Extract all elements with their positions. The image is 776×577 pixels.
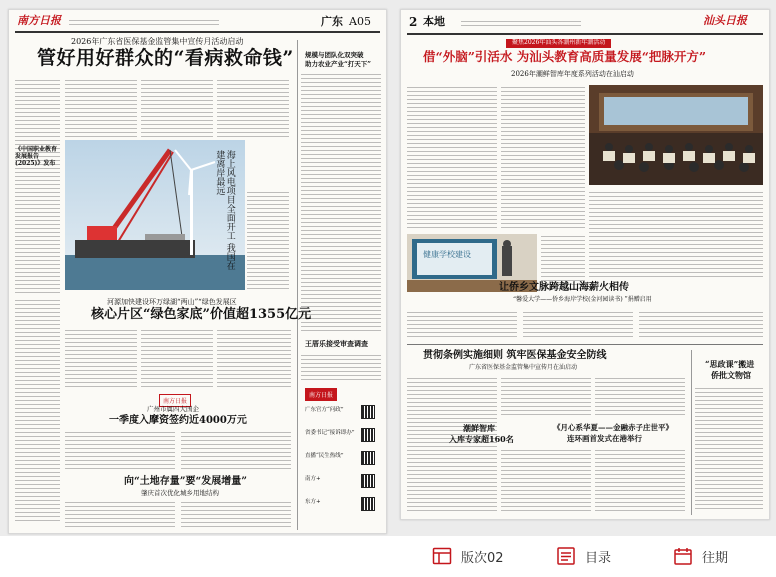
lead-headline: 管好用好群众的“看病救命钱” <box>37 47 294 69</box>
right-page-number: 2 <box>409 15 418 29</box>
photo-caption: 海上风电项目全面开工 我国在建离岸最远 <box>214 150 235 270</box>
caption-text <box>247 190 289 290</box>
bottom-text-b <box>501 376 591 416</box>
conference-photo[interactable] <box>589 85 763 185</box>
bottom-text-e <box>595 448 685 511</box>
past-issues-label: 往期 <box>702 550 729 566</box>
right-bottom-headline: “思政课”搬进 <box>705 359 755 369</box>
ad-label: 南方日报 <box>305 388 337 401</box>
right-article-text-3 <box>589 190 763 280</box>
bottom-subheadline: 肇庆首次优化城乡用地结构 <box>141 489 219 497</box>
left-column-text <box>15 78 60 293</box>
side-brief-title: 《中国职业教育发展报告(2025)》发布 <box>15 146 58 167</box>
bottom-text-c <box>595 376 685 416</box>
right-article-text-2 <box>501 85 585 230</box>
right-bottom-text <box>695 386 763 511</box>
bottom-nav-bar <box>0 536 776 577</box>
right-column-headline-1: 规模与团队化双突破 <box>305 51 364 59</box>
qr-code-4 <box>361 474 375 488</box>
small-headline-2: 《月心系华夏——金融赤子庄世平》 <box>553 423 673 432</box>
main-article-col-2 <box>65 328 137 388</box>
small-headline-1: 潮鲜智库 <box>463 423 495 433</box>
right-main-headline: 借“外脑”引活水 为汕头教育高质量发展“把脉开方” <box>423 49 707 64</box>
edition-icon <box>432 546 452 566</box>
right-column-text-1 <box>301 72 381 334</box>
mid-text-2 <box>181 430 291 470</box>
toc-icon <box>556 546 576 566</box>
second-headline: 让侨乡文脉跨越山海薪火相传 <box>499 282 629 293</box>
left-bottom-headline: 贯彻条例实施细则 筑牢医保基金安全防线 <box>423 350 607 361</box>
main-kicker: 河源加快建设环万绿湖“两山”“绿色发展区 <box>107 298 237 306</box>
right-header-rule <box>407 33 763 35</box>
bottom-text-d <box>501 448 591 511</box>
calendar-icon <box>673 546 693 566</box>
right-article-text-1 <box>407 85 497 230</box>
header-strip <box>69 18 219 26</box>
mid-kicker: 广州市属四大国企 <box>147 405 199 413</box>
past-issues-button[interactable] <box>673 543 728 569</box>
ad-item-5: 东方+ <box>305 499 321 505</box>
toc-button[interactable] <box>556 543 611 569</box>
qr-code-1 <box>361 405 375 419</box>
main-headline: 核心片区“绿色家底”价值超1355亿元 <box>91 307 312 322</box>
main-article-col-3 <box>141 328 213 388</box>
small-headline-2b: 连环画首发式在港举行 <box>567 434 642 443</box>
second-text-3 <box>639 310 763 340</box>
bottom-headline: 向“土地存量”要“发展增量” <box>124 476 248 487</box>
bottom-text-2 <box>181 500 291 530</box>
right-main-subheadline: 2026年潮鲜智库年度系列活动在汕启动 <box>511 70 634 78</box>
column-rule <box>297 40 298 530</box>
mid-headline: 一季度入摩资签约近4000万元 <box>109 415 247 426</box>
qr-code-2 <box>361 428 375 442</box>
ad-item-4: 南方+ <box>305 476 321 482</box>
small-headline-1b: 入库专家超160名 <box>449 434 514 444</box>
bottom-text-1 <box>65 500 175 530</box>
qr-code-3 <box>361 451 375 465</box>
conference-hall-icon <box>589 85 763 185</box>
left-newspaper-page[interactable] <box>8 9 387 534</box>
main-article-col-4 <box>217 328 291 388</box>
second-subheadline: “馨爱大学——侨乡海岸学校(金河园读书) ”捐赠启用 <box>513 296 652 303</box>
toc-label: 目录 <box>585 550 612 566</box>
second-text-1 <box>407 310 517 340</box>
lead-kicker: 2026年广东省医保基金监管集中宣传月活动启动 <box>71 37 244 46</box>
right-bottom-headline-2: 侨批文物馆 <box>711 370 751 380</box>
edition-button[interactable] <box>432 543 504 569</box>
ad-item-1: 广东官方“问政” <box>305 407 344 413</box>
mid-badge: 南方日报 <box>159 394 191 407</box>
edition-label: 广东 <box>321 15 343 28</box>
right-masthead-logo: 汕头日报 <box>703 14 747 27</box>
main-article-col-1 <box>15 298 60 523</box>
middle-text-1 <box>65 78 137 138</box>
middle-text-3 <box>217 78 289 138</box>
page-number: A05 <box>349 15 371 28</box>
kicker-band: 聚焦2026年汕头各潮州新年潮活动 <box>506 39 611 48</box>
qr-code-5 <box>361 497 375 511</box>
right-column-headline-3: 王厝乐接受审查调查 <box>305 339 368 348</box>
screen-banner: 健康学校建设 <box>423 250 471 259</box>
section-label: 本地 <box>423 15 445 28</box>
date-strip <box>461 19 581 27</box>
ad-item-3: 直播“民生热线” <box>305 453 344 459</box>
mid-text-1 <box>65 430 175 470</box>
middle-text-2 <box>141 78 213 138</box>
second-text-2 <box>523 310 633 340</box>
right-newspaper-page[interactable] <box>400 9 770 520</box>
header-rule <box>15 31 380 33</box>
right-column-text-2 <box>301 353 381 383</box>
right-column-rule <box>691 350 692 515</box>
right-column-headline-2: 助力农业产业“打天下” <box>305 60 371 68</box>
edition-label: 版次02 <box>461 550 504 566</box>
ad-item-2: 省委书记“接诉即办” <box>305 430 355 436</box>
section-rule <box>407 344 763 345</box>
left-bottom-subheadline: 广东省医保基金监管集中宣传月在汕启动 <box>469 364 578 371</box>
masthead-logo: 南方日报 <box>17 14 61 27</box>
